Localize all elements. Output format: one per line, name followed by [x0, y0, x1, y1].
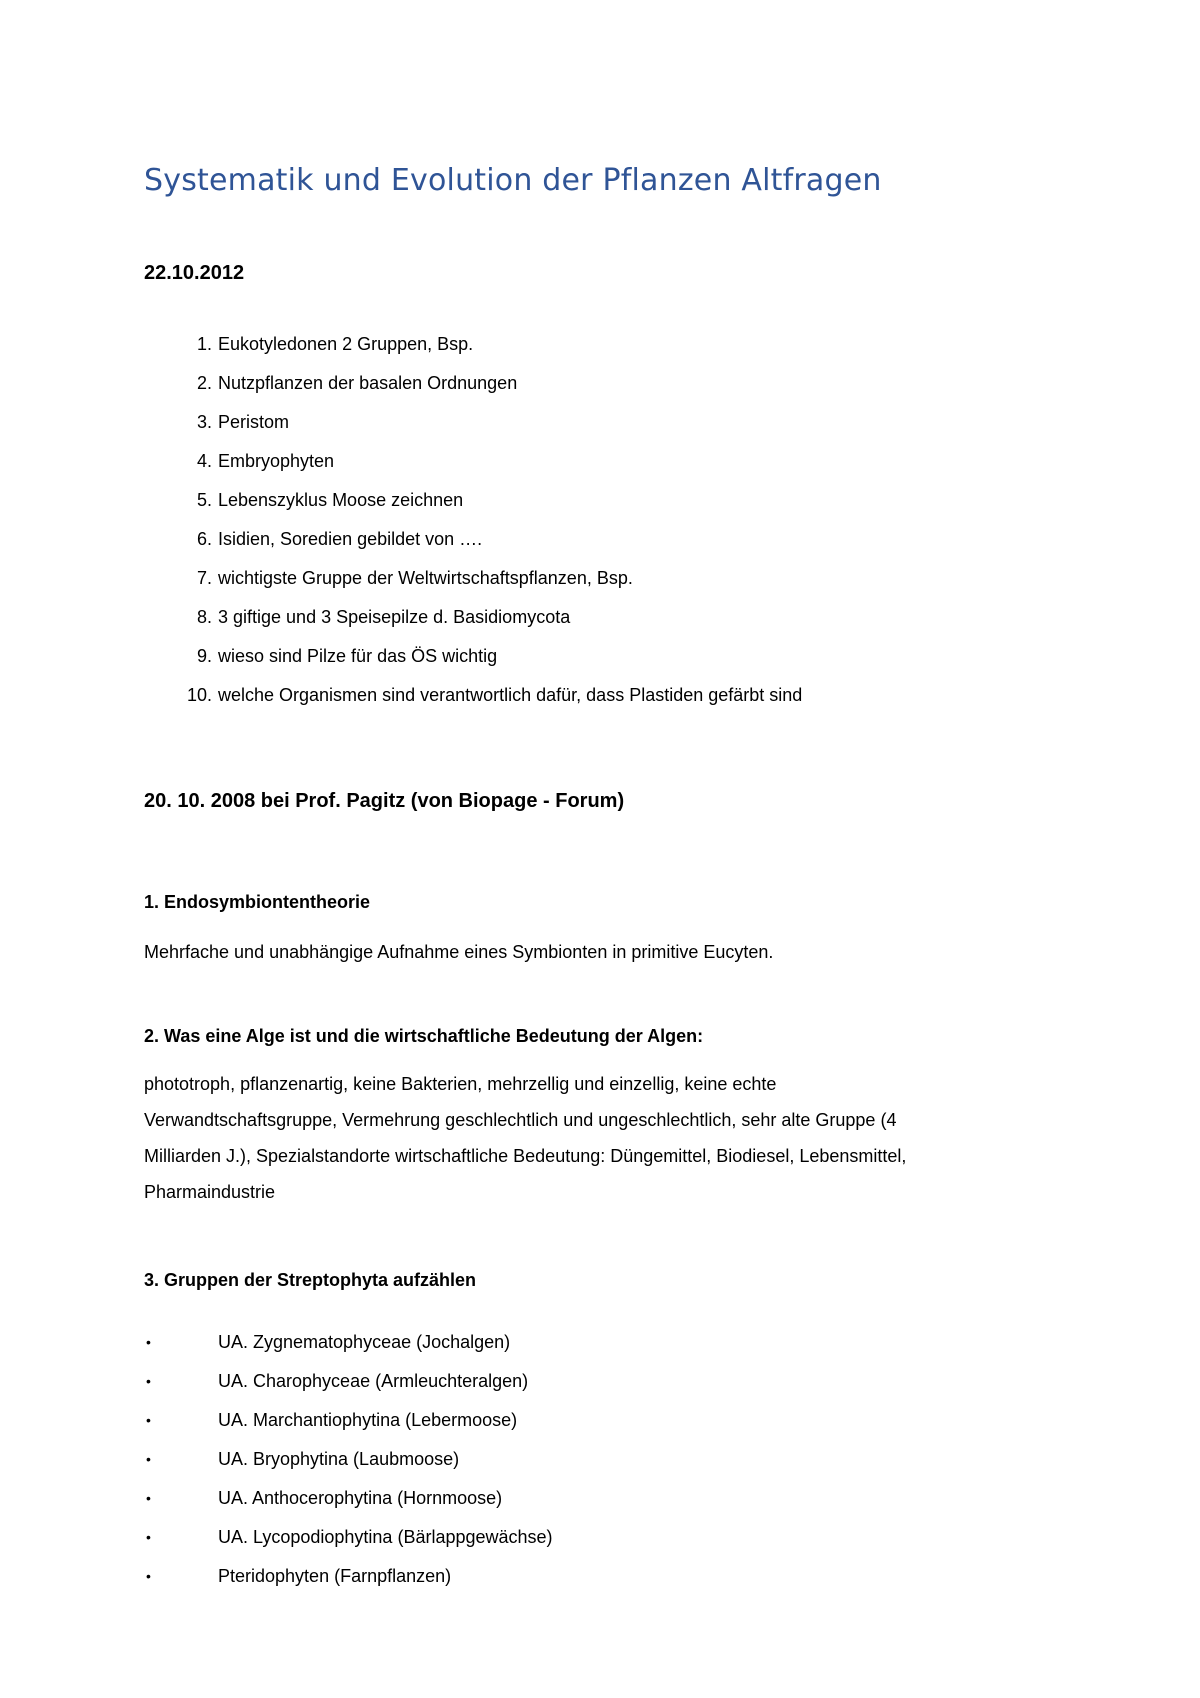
- list-text: 3 giftige und 3 Speisepilze d. Basidiomycota: [218, 607, 571, 627]
- list-text: Nutzpflanzen der basalen Ordnungen: [218, 373, 518, 393]
- list-item: [144, 1523, 553, 1562]
- bullet-icon: •: [146, 1373, 151, 1389]
- list-item: [144, 486, 802, 525]
- bullet-icon: •: [146, 1334, 151, 1350]
- list-item: [144, 525, 802, 564]
- list-number: 5.: [196, 490, 212, 510]
- list-number: 4.: [196, 451, 212, 471]
- list-item: [144, 603, 802, 642]
- list-item: [144, 1445, 553, 1484]
- list-text: wichtigste Gruppe der Weltwirtschaftspflanzen, Bsp.: [218, 568, 633, 588]
- list-item: [144, 369, 802, 408]
- question-2-answer: [144, 1066, 906, 1210]
- list-text: Eukotyledonen 2 Gruppen, Bsp.: [218, 334, 474, 354]
- bullet-icon: •: [146, 1490, 151, 1506]
- list-number: 9.: [196, 646, 212, 666]
- list-number: 2.: [196, 373, 212, 393]
- list-number: 7.: [196, 568, 212, 588]
- list-text: UA. Anthocerophytina (Hornmoose): [218, 1488, 503, 1508]
- list-item: [144, 564, 802, 603]
- list-item: [144, 408, 802, 447]
- list-item: [144, 1484, 553, 1523]
- list-number: 10.: [186, 685, 212, 705]
- date-heading: 22.10.2012: [144, 262, 245, 284]
- list-text: UA. Zygnematophyceae (Jochalgen): [218, 1332, 511, 1352]
- list-text: Pteridophyten (Farnpflanzen): [218, 1566, 452, 1586]
- list-text: UA. Bryophytina (Laubmoose): [218, 1449, 460, 1469]
- streptophyta-groups-list: [144, 1328, 553, 1601]
- list-item: [144, 681, 802, 720]
- list-item: [144, 330, 802, 369]
- list-item: [144, 1562, 553, 1601]
- questions-2012-list: [144, 330, 802, 720]
- question-1-heading: 1. Endosymbiontentheorie: [144, 892, 371, 912]
- list-item: [144, 1367, 553, 1406]
- bullet-icon: •: [146, 1529, 151, 1545]
- list-text: UA. Marchantiophytina (Lebermoose): [218, 1410, 518, 1430]
- list-text: UA. Lycopodiophytina (Bärlappgewächse): [218, 1527, 553, 1547]
- answer-line: Verwandtschaftsgruppe, Vermehrung geschlechtlich und ungeschlechtlich, sehr alte Gruppe (4: [144, 1110, 897, 1130]
- list-text: Isidien, Soredien gebildet von ….: [218, 529, 483, 549]
- document-title: Systematik und Evolution der Pflanzen Altfragen: [144, 163, 882, 198]
- list-item: [144, 1328, 553, 1367]
- bullet-icon: •: [146, 1451, 151, 1467]
- list-item: [144, 1406, 553, 1445]
- list-text: Peristom: [218, 412, 290, 432]
- answer-line: Pharmaindustrie: [144, 1182, 276, 1202]
- answer-line: phototroph, pflanzenartig, keine Bakterien, mehrzellig und einzellig, keine echte: [144, 1074, 777, 1094]
- question-1-answer: Mehrfache und unabhängige Aufnahme eines Symbionten in primitive Eucyten.: [144, 942, 774, 962]
- bullet-icon: •: [146, 1568, 151, 1584]
- list-text: UA. Charophyceae (Armleuchteralgen): [218, 1371, 529, 1391]
- list-text: Lebenszyklus Moose zeichnen: [218, 490, 464, 510]
- answer-line: Milliarden J.), Spezialstandorte wirtschaftliche Bedeutung: Düngemittel, Biodiesel, Lebensmittel,: [144, 1146, 907, 1166]
- list-number: 1.: [196, 334, 212, 354]
- list-item: [144, 447, 802, 486]
- question-3-heading: 3. Gruppen der Streptophyta aufzählen: [144, 1270, 477, 1290]
- list-text: wieso sind Pilze für das ÖS wichtig: [218, 646, 498, 666]
- list-number: 6.: [196, 529, 212, 549]
- list-text: welche Organismen sind verantwortlich dafür, dass Plastiden gefärbt sind: [218, 685, 803, 705]
- list-number: 8.: [196, 607, 212, 627]
- list-number: 3.: [196, 412, 212, 432]
- question-2-heading: 2. Was eine Alge ist und die wirtschaftliche Bedeutung der Algen:: [144, 1026, 704, 1046]
- bullet-icon: •: [146, 1412, 151, 1428]
- list-item: [144, 642, 802, 681]
- section-2008-heading: 20. 10. 2008 bei Prof. Pagitz (von Biopage - Forum): [144, 790, 625, 812]
- list-text: Embryophyten: [218, 451, 335, 471]
